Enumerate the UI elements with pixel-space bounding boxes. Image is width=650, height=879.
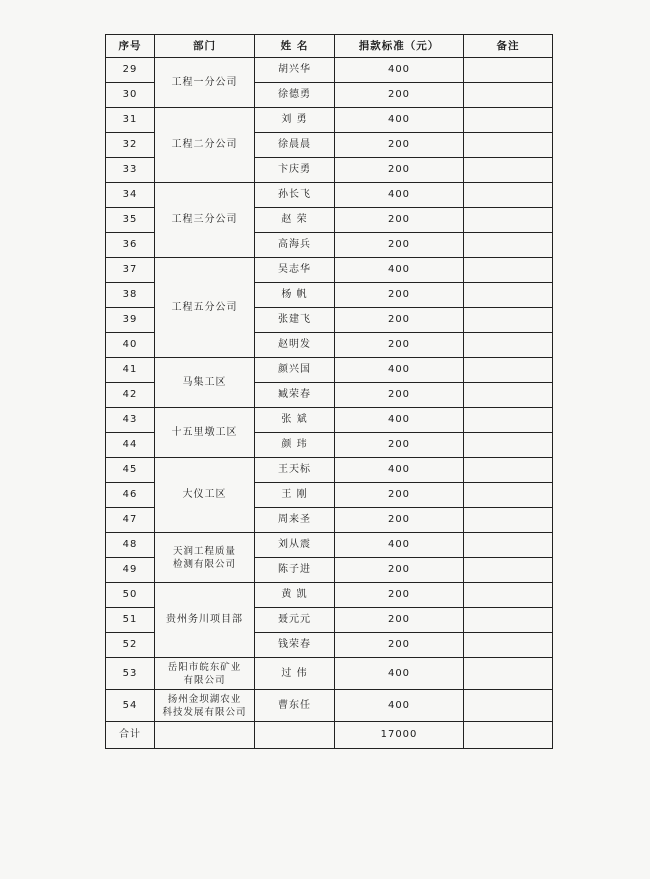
name-cell: 徐德勇 <box>255 83 335 108</box>
note-cell <box>464 408 553 433</box>
name-cell: 王 刚 <box>255 483 335 508</box>
amount-cell: 400 <box>335 58 464 83</box>
amount-cell: 200 <box>335 83 464 108</box>
name-cell: 王天标 <box>255 458 335 483</box>
seq-cell: 36 <box>106 233 155 258</box>
seq-cell: 42 <box>106 383 155 408</box>
dept-cell <box>155 583 255 658</box>
name-cell: 赵 荣 <box>255 208 335 233</box>
amount-cell: 400 <box>335 408 464 433</box>
total-name-cell <box>255 722 335 749</box>
name-cell: 孙长飞 <box>255 183 335 208</box>
seq-cell: 53 <box>106 658 155 690</box>
dept-line: 检测有限公司 <box>172 558 236 570</box>
dept-line: 马集工区 <box>182 376 227 388</box>
note-cell <box>464 308 553 333</box>
note-cell <box>464 108 553 133</box>
seq-cell: 29 <box>106 58 155 83</box>
note-cell <box>464 558 553 583</box>
dept-cell <box>155 458 255 533</box>
seq-cell: 33 <box>106 158 155 183</box>
dept-line: 岳阳市皖东矿业 <box>167 661 242 673</box>
seq-cell: 30 <box>106 83 155 108</box>
dept-line: 天润工程质量 <box>172 545 236 557</box>
amount-cell: 200 <box>335 483 464 508</box>
note-cell <box>464 508 553 533</box>
amount-cell: 200 <box>335 158 464 183</box>
amount-cell: 200 <box>335 333 464 358</box>
amount-cell: 200 <box>335 608 464 633</box>
amount-cell: 200 <box>335 208 464 233</box>
note-cell <box>464 433 553 458</box>
note-cell <box>464 333 553 358</box>
amount-cell: 200 <box>335 558 464 583</box>
dept-cell <box>155 258 255 358</box>
dept-line: 贵州务川项目部 <box>166 614 243 625</box>
note-cell <box>464 483 553 508</box>
dept-line: 扬州金坝湖农业 <box>167 693 242 705</box>
amount-cell: 400 <box>335 258 464 283</box>
name-cell: 张建飞 <box>255 308 335 333</box>
total-row <box>106 722 553 749</box>
amount-cell: 200 <box>335 633 464 658</box>
dept-line: 有限公司 <box>183 674 226 686</box>
total-amount: 17000 <box>335 722 464 749</box>
name-cell: 高海兵 <box>255 233 335 258</box>
amount-cell: 400 <box>335 183 464 208</box>
name-cell: 张 斌 <box>255 408 335 433</box>
seq-cell: 47 <box>106 508 155 533</box>
seq-cell: 48 <box>106 533 155 558</box>
dept-line: 大仪工区 <box>182 489 227 500</box>
note-cell <box>464 458 553 483</box>
note-cell <box>464 283 553 308</box>
seq-cell: 46 <box>106 483 155 508</box>
header-seq: 序号 <box>106 35 155 58</box>
note-cell <box>464 533 553 558</box>
seq-cell: 49 <box>106 558 155 583</box>
note-cell <box>464 233 553 258</box>
amount-cell: 200 <box>335 133 464 158</box>
note-cell <box>464 633 553 658</box>
note-cell <box>464 658 553 690</box>
total-dept-cell <box>155 722 255 749</box>
header-dept: 部门 <box>155 35 255 58</box>
amount-cell: 400 <box>335 458 464 483</box>
seq-cell: 52 <box>106 633 155 658</box>
table-row <box>106 658 553 690</box>
note-cell <box>464 690 553 722</box>
name-cell: 杨 帆 <box>255 283 335 308</box>
name-cell: 刘 勇 <box>255 108 335 133</box>
table-row <box>106 108 553 133</box>
name-cell: 过 伟 <box>255 658 335 690</box>
name-cell: 黄 凯 <box>255 583 335 608</box>
seq-cell: 51 <box>106 608 155 633</box>
dept-cell <box>155 408 255 458</box>
name-cell: 臧荣春 <box>255 383 335 408</box>
name-cell: 颜 玮 <box>255 433 335 458</box>
note-cell <box>464 258 553 283</box>
table-row <box>106 358 553 383</box>
donation-table <box>105 34 553 749</box>
amount-cell: 400 <box>335 533 464 558</box>
name-cell: 聂元元 <box>255 608 335 633</box>
amount-cell: 200 <box>335 308 464 333</box>
name-cell: 曹东任 <box>255 690 335 722</box>
amount-cell: 200 <box>335 233 464 258</box>
note-cell <box>464 158 553 183</box>
amount-cell: 200 <box>335 433 464 458</box>
dept-line: 科技发展有限公司 <box>162 706 247 718</box>
seq-cell: 38 <box>106 283 155 308</box>
dept-line: 工程一分公司 <box>171 76 238 88</box>
seq-cell: 45 <box>106 458 155 483</box>
seq-cell: 43 <box>106 408 155 433</box>
seq-cell: 34 <box>106 183 155 208</box>
amount-cell: 400 <box>335 108 464 133</box>
note-cell <box>464 608 553 633</box>
seq-cell: 50 <box>106 583 155 608</box>
amount-cell: 400 <box>335 358 464 383</box>
header-name: 姓 名 <box>255 35 335 58</box>
name-cell: 徐晨晨 <box>255 133 335 158</box>
dept-cell <box>155 58 255 108</box>
dept-line: 工程三分公司 <box>171 214 238 225</box>
note-cell <box>464 83 553 108</box>
amount-cell: 400 <box>335 658 464 690</box>
dept-cell <box>155 690 255 722</box>
amount-cell: 200 <box>335 283 464 308</box>
note-cell <box>464 358 553 383</box>
dept-cell <box>155 358 255 408</box>
table-row <box>106 533 553 558</box>
dept-cell <box>155 108 255 183</box>
dept-line: 工程二分公司 <box>171 139 238 150</box>
note-cell <box>464 208 553 233</box>
amount-cell: 200 <box>335 583 464 608</box>
table-row <box>106 690 553 722</box>
name-cell: 赵明发 <box>255 333 335 358</box>
name-cell: 胡兴华 <box>255 58 335 83</box>
dept-cell <box>155 533 255 583</box>
seq-cell: 32 <box>106 133 155 158</box>
header-note: 备注 <box>464 35 553 58</box>
table-row <box>106 258 553 283</box>
name-cell: 刘从震 <box>255 533 335 558</box>
dept-cell <box>155 183 255 258</box>
note-cell <box>464 583 553 608</box>
table-row <box>106 183 553 208</box>
seq-cell: 41 <box>106 358 155 383</box>
seq-cell: 39 <box>106 308 155 333</box>
table-row <box>106 408 553 433</box>
seq-cell: 37 <box>106 258 155 283</box>
name-cell: 卞庆勇 <box>255 158 335 183</box>
name-cell: 钱荣春 <box>255 633 335 658</box>
table-body <box>106 58 553 722</box>
dept-line: 工程五分公司 <box>171 301 238 313</box>
seq-cell: 54 <box>106 690 155 722</box>
total-label: 合计 <box>106 722 155 749</box>
dept-cell <box>155 658 255 690</box>
seq-cell: 35 <box>106 208 155 233</box>
amount-cell: 400 <box>335 690 464 722</box>
amount-cell: 200 <box>335 508 464 533</box>
name-cell: 颜兴国 <box>255 358 335 383</box>
table-row <box>106 458 553 483</box>
name-cell: 吴志华 <box>255 258 335 283</box>
note-cell <box>464 383 553 408</box>
dept-line: 十五里墩工区 <box>171 426 238 438</box>
seq-cell: 40 <box>106 333 155 358</box>
name-cell: 周来圣 <box>255 508 335 533</box>
seq-cell: 31 <box>106 108 155 133</box>
seq-cell: 44 <box>106 433 155 458</box>
note-cell <box>464 58 553 83</box>
note-cell <box>464 133 553 158</box>
header-amount: 捐款标准（元） <box>335 35 464 58</box>
name-cell: 陈子进 <box>255 558 335 583</box>
table-row <box>106 58 553 83</box>
total-note-cell <box>464 722 553 749</box>
amount-cell: 200 <box>335 383 464 408</box>
header-row <box>106 35 553 58</box>
note-cell <box>464 183 553 208</box>
table-row <box>106 583 553 608</box>
